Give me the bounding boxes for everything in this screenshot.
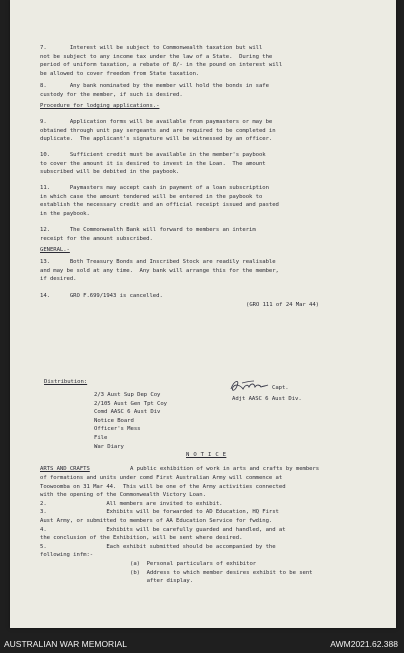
paragraph-7: 7. Interest will be subject to Commonwealth taxation but will not be subject to any income tax under the law of a State. During the period of uniform taxation, a rebate of 8/- in the pound on interest will be allowed to cover freedom from State taxation. [40, 45, 283, 77]
paragraph-12: 12. The Commonwealth Bank will forward to members an interim receipt for the amount subscribed. [40, 227, 256, 242]
signature-line: Adjt AASC 6 Aust Div. [232, 396, 302, 402]
paragraph-13: 13. Both Treasury Bonds and Inscribed Stock are readily realisable and may be sold at any time. Any bank will arrange this for the member, if desired. [40, 259, 279, 283]
distribution-list: 2/3 Aust Sup Dep Coy 2/105 Aust Gen Tpt Coy Comd AASC 6 Aust Div Notice Board Officer's Mess File War Diary [94, 392, 167, 450]
paragraph-11: 11. Paymasters may accept cash in payment of a loan subscription in which case the amount tendered will be entered in the paybook to establish the necessary credit and an official receipt issued and pasted in the paybook. [40, 185, 279, 217]
paragraph-14: 14. GRO F.699/1943 is cancelled. [40, 293, 163, 299]
paragraph-10: 10. Sufficient credit must be available in the member's paybook to cover the amount it is desired to invest in the Loan. The amount subscribed will be debited in the paybook. [40, 152, 266, 176]
paragraph-8: 8. Any bank nominated by the member will hold the bonds in safe custody for the member, if such is desired. [40, 83, 269, 98]
heading-general: GENERAL.- [40, 247, 70, 253]
distribution-label: Distribution: [44, 379, 88, 385]
arts-body-first-line: A public exhibition of work in arts and crafts by members [130, 466, 320, 472]
footer-accession-number: AWM2021.62.388 [330, 639, 398, 649]
signature-rank: Capt. [272, 385, 289, 391]
handwritten-signature [228, 377, 270, 395]
paragraph-14-reference: (GRO 111 of 24 Mar 44) [246, 302, 319, 308]
arts-items: (a) Personal particulars of exhibitor (b) Address to which member desires exhibit to be sent after display. [130, 561, 313, 585]
footer-institution: AUSTRALIAN WAR MEMORIAL [4, 639, 127, 649]
paragraph-9: 9. Application forms will be available from paymasters or may be obtained through unit pay sergeants and are required to be completed in duplicate. The applicant's signature will be witnessed by an officer. [40, 119, 276, 143]
footer-bar [0, 636, 404, 653]
notice-title: N O T I C E [186, 452, 227, 458]
heading-procedure: Procedure for lodging applications.- [40, 103, 160, 109]
arts-body: of formations and units under comd First Australian Army will commence at Toowoomba on 31 Mar 44. This will be one of the Army activities connected with the opening of the Commonwealth Victory Loan. 2. All members are invited to exhibit. 3. Exhibits will be forwarded to AD Education, HQ First Aust Army, or submitted to members of AA Education Service for fwding. 4. Exhibits will be carefully guarded and handled, and at the conclusion of the Exhibition, will be sent where desired. 5. Each exhibit submitted should be accompanied by the following infm:- [40, 475, 286, 559]
document-page [10, 0, 396, 628]
arts-heading: ARTS AND CRAFTS [40, 466, 90, 472]
